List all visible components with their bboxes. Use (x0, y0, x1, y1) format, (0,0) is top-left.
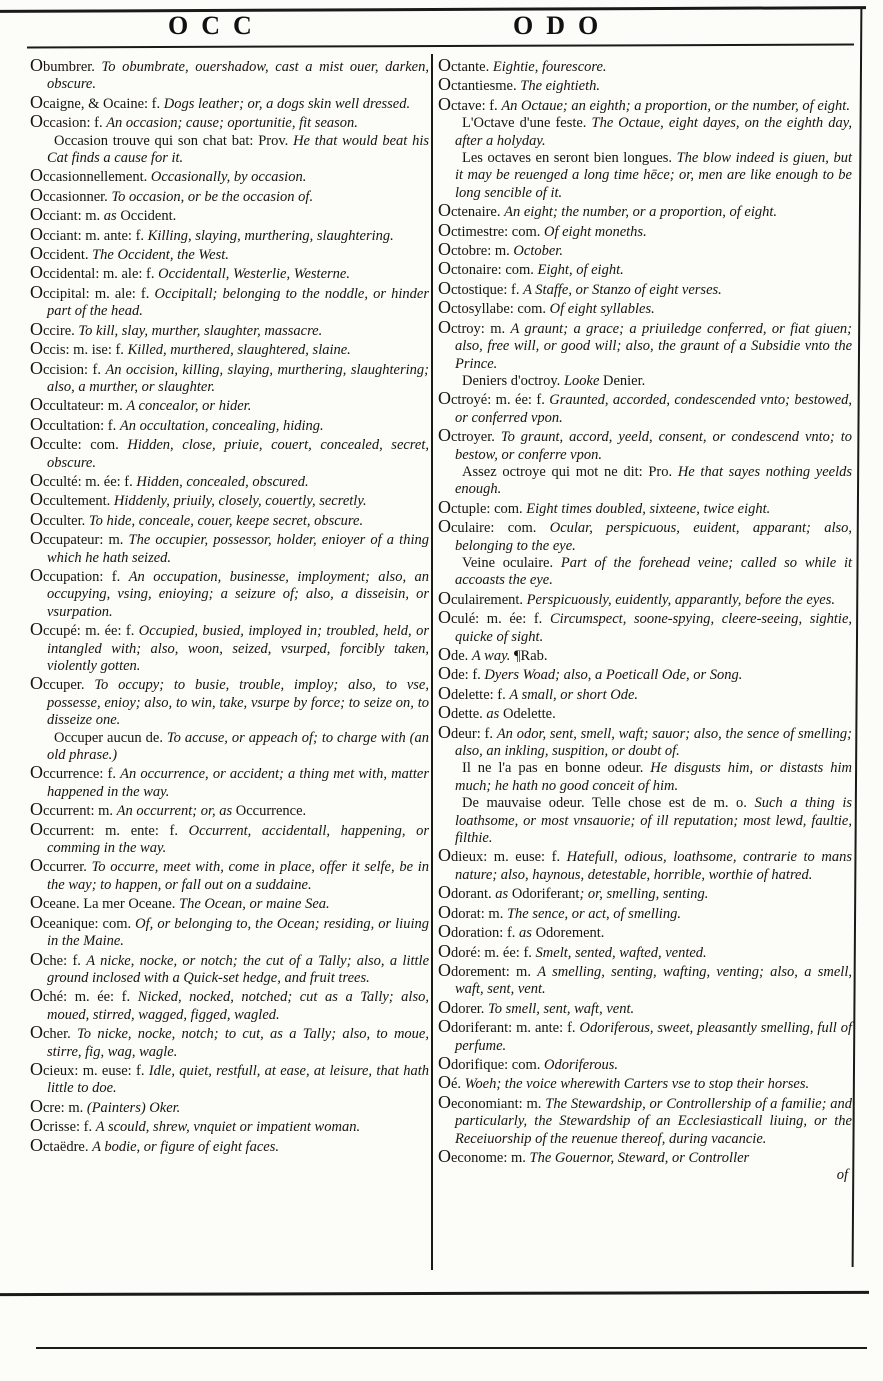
dictionary-entry (438, 901, 852, 923)
roman-text: Odorat: m. (438, 901, 507, 922)
dictionary-entry (438, 518, 852, 555)
gloss-text: A bodie, or figure of eight faces. (92, 1138, 279, 1155)
catchword: of (836, 1167, 848, 1184)
roman-text: Occuper aucun de. (54, 729, 167, 746)
dictionary-entry (438, 219, 852, 241)
dictionary-entry (438, 76, 852, 95)
gloss-text: To accuse, or appeach of; to charge with (an old phrase.) (47, 729, 429, 764)
roman-text: Oché: m. ée: f. (30, 985, 138, 1006)
gloss-text: He disgusts him, or distasts him much; he hath no good conceit of him. (455, 760, 852, 794)
roman-text: Occuper. (30, 673, 95, 694)
roman-text: De mauvaise odeur. Telle chose est de m. o. (462, 795, 755, 812)
dictionary-entry (30, 491, 429, 510)
gloss-text: He that would beat his Cat finds a cause for it. (47, 132, 429, 167)
column-divider-rule (431, 54, 433, 1270)
gloss-text: Odoriferous. (544, 1056, 618, 1073)
roman-text: Occident. (30, 243, 93, 264)
gloss-text: Occipitall; belonging to the noddle, or hinder part of the head. (47, 285, 429, 320)
gloss-text: To hide, conceale, couer, keepe secret, obscure. (88, 512, 364, 529)
gloss-text: Hiddenly, priuily, closely, couertly, secretly. (113, 493, 367, 510)
dictionary-subentry (438, 795, 852, 847)
gloss-text: He that sayes nothing yeelds enough. (455, 463, 852, 498)
dictionary-entry (438, 1018, 852, 1055)
gloss-text: Looke (563, 372, 603, 389)
dictionary-entry (30, 264, 429, 283)
dictionary-entry (30, 413, 429, 435)
roman-text: Odoré: m. ée: f. (438, 940, 536, 961)
gloss-text: Part of the forehead veine; called so while it accoasts the eye. (455, 554, 852, 589)
dictionary-entry (30, 435, 429, 472)
roman-text: Occurrence: f. (30, 762, 121, 783)
roman-text: Occultateur: m. (30, 394, 127, 415)
roman-text: Octante. (438, 55, 493, 75)
gloss-text: Dyers Woad; also, a Poeticall Ode, or Song. (484, 667, 743, 684)
roman-text: Occipital: m. ale: f. (30, 281, 155, 302)
dictionary-entry (438, 721, 853, 761)
gloss-text: The Stewardship, or Controllership of a familie; and particularly, the Stewardship of an Ecclesiasticall liuing, or the Receiuorship of the reuenue thereof, during vacancie. (455, 1095, 853, 1147)
right-column (438, 57, 852, 1185)
gloss-text: A nicke, nocke, or notch; the cut of a Tally; also, a little ground inclosed with a Quick-set hedge, and fruit trees. (47, 952, 430, 986)
roman-text: Odieux: m. euse: f. (438, 845, 567, 866)
gloss-text: Eight, of eight. (537, 262, 624, 279)
roman-text: Octave: f. (438, 93, 502, 114)
dictionary-entry (438, 609, 852, 646)
dictionary-entry (30, 469, 429, 491)
gloss-text: The Ocean, or maine Sea. (179, 896, 330, 913)
roman-text: Octobre: m. (438, 239, 514, 260)
gloss-text: as (495, 886, 512, 903)
dictionary-entry (438, 57, 852, 76)
left-column (30, 57, 429, 1156)
dictionary-subentry (438, 373, 852, 390)
dictionary-entry (30, 764, 429, 801)
gloss-text: ; or, smelling, senting. (579, 886, 709, 903)
roman-text: Obumbrer. (30, 55, 102, 75)
gloss-text: To obumbrate, ouershadow, cast a mist ouer, darken, obscure. (47, 59, 429, 93)
roman-text: Ocre: m. (30, 1095, 87, 1116)
dictionary-subentry (30, 133, 429, 168)
gloss-text: Idle, quiet, restfull, at ease, at leisure, that hath little to doe. (47, 1062, 429, 1097)
dictionary-entry (438, 241, 852, 260)
dictionary-subentry (438, 555, 852, 590)
roman-text: Oche: f. (30, 948, 87, 969)
gloss-text: An occurrence, or accident; a thing met with, matter happened in the way. (47, 766, 429, 800)
dictionary-entry (438, 299, 852, 318)
gloss-text: The sence, or act, of smelling. (506, 905, 681, 922)
gloss-text: An occision, killing, slaying, murthering, slaughtering; also, a murther, or slaughter. (47, 361, 429, 395)
dictionary-entry (30, 1095, 429, 1117)
gloss-text: An odor, sent, smell, waft; sauor; also, the sence of smelling; also, an inkling, suspition, or doubt of. (455, 725, 853, 760)
gloss-text: To nicke, nocke, notch; to cut, as a Tally; also, to moue, stirre, fig, wag, wagle. (47, 1026, 429, 1060)
dictionary-entry (438, 496, 852, 518)
dictionary-entry (438, 704, 852, 723)
roman-text: Odoration: f. (438, 921, 520, 942)
gloss-text: The Octaue, eight dayes, on the eighth day, after a holyday. (455, 115, 852, 149)
dictionary-entry (30, 911, 429, 951)
roman-text: Oculé: m. ée: f. (438, 607, 550, 628)
gloss-text: A Staffe, or Stanzo of eight verses. (523, 281, 722, 298)
dictionary-entry (30, 987, 429, 1024)
roman-text: Octroyer. (438, 425, 501, 446)
gloss-text: Circumspect, soone-spying, cleere-seeing, sightie, quicke of sight. (455, 611, 853, 645)
roman-text: Octaëdre. (30, 1134, 93, 1155)
gloss-text: The blow indeed is giuen, but it may be reuenged a long time hēce; or, men are like enough to be long sencible of it. (455, 150, 853, 201)
dictionary-entry (438, 93, 852, 115)
roman-text: Occasionnellement. (30, 165, 151, 186)
roman-text: Occulter. (30, 508, 89, 529)
dictionary-subentry (438, 150, 852, 202)
dictionary-entry (30, 801, 429, 820)
roman-text: Odeur: f. (438, 721, 497, 742)
roman-text: Occulté: m. ée: f. (30, 469, 137, 490)
top-border-rule (0, 6, 866, 13)
gloss-text: Occasionally, by occasion. (150, 169, 307, 186)
dictionary-entry (438, 847, 852, 884)
dictionary-entry (438, 202, 852, 221)
gloss-text: Graunted, accorded, condescended vnto; bestowed, or conferred vpon. (455, 392, 852, 426)
gloss-text: Of eight moneths. (544, 223, 647, 240)
gloss-text: The Occident, the West. (92, 247, 229, 264)
dictionary-entry (30, 223, 429, 245)
dictionary-entry (30, 1134, 429, 1156)
roman-text: Oeconomiant: m. (438, 1091, 546, 1112)
roman-text: Oculairement. (438, 587, 527, 608)
roman-text: Octenaire. (438, 200, 505, 221)
roman-text: Assez octroye qui mot ne dit: Pro. (462, 463, 678, 480)
dictionary-subentry (438, 760, 852, 795)
gloss-text: as (486, 706, 503, 723)
gloss-text: A concealor, or hider. (126, 398, 252, 415)
page-header-left: OCC (168, 11, 265, 40)
gloss-text: To kill, slay, murther, slaughter, massacre. (78, 322, 323, 339)
gloss-text: The Gouernor, Steward, or Controller (529, 1149, 750, 1166)
right-column-entries (438, 57, 852, 1167)
gloss-text: Hatefull, odious, loathsome, contrarie to mans nature; also, haynous, detestable, horrible, worthie of hatred. (455, 849, 852, 883)
dictionary-entry (438, 665, 852, 684)
gloss-text: An occasion; cause; oportunitie, fit season. (106, 115, 358, 132)
roman-text: Odelette. (502, 706, 556, 723)
gloss-text: Smelt, sented, wafted, vented. (535, 944, 707, 961)
roman-text: Octroy: m. (438, 316, 511, 337)
header-underline-rule (27, 44, 854, 49)
dictionary-entry (438, 959, 852, 999)
gloss-text: A scould, shrew, vnquiet or impatient woman. (95, 1119, 361, 1136)
roman-text: Occiant: m. ante: f. (30, 223, 148, 244)
gloss-text: Odoriferous, sweet, pleasantly smelling, full of perfume. (455, 1020, 852, 1054)
roman-text: Odorement. (535, 925, 605, 942)
dictionary-entry (30, 894, 429, 913)
dictionary-entry (30, 167, 429, 186)
gloss-text: An Octaue; an eighth; a proportion, or the number, of eight. (501, 97, 850, 114)
roman-text: Octroyé: m. ée: f. (438, 388, 550, 409)
roman-text: Occupé: m. ée: f. (30, 619, 139, 640)
dictionary-entry (30, 857, 429, 894)
roman-text: Occultement. (30, 489, 114, 510)
roman-text: Octosyllabe: com. (438, 297, 550, 318)
gloss-text: as (519, 925, 536, 942)
dictionary-entry (30, 621, 429, 675)
roman-text: Octostique: f. (438, 277, 524, 298)
roman-text: Ocieux: m. euse: f. (30, 1058, 149, 1079)
dictionary-entry (30, 818, 429, 858)
dictionary-entry (30, 245, 429, 264)
gloss-text: The eightieth. (520, 78, 600, 95)
dictionary-entry (30, 184, 429, 206)
gloss-text: To graunt, accord, yeeld, consent, or condescend vnto; to bestow, or conferre vpon. (455, 429, 852, 463)
roman-text: Oé. (438, 1072, 465, 1093)
left-column-entries (30, 57, 429, 1156)
roman-text: Occurrent: m. ente: f. (30, 818, 189, 839)
gloss-text: A graunt; a grace; a priuiledge conferred, or fiat giuen; also, free will, or good will; also, the graunt of a Subsidie vnto the Prince. (455, 320, 852, 372)
gloss-text: as (103, 208, 121, 225)
roman-text: Occasionner. (30, 184, 112, 205)
page-header-right: ODO (513, 11, 612, 40)
dictionary-subentry (30, 730, 429, 765)
roman-text: Veine oculaire. (462, 554, 561, 571)
gloss-text: To occupy; to busie, trouble, imploy; also, to vse, possesse, enioy; also, to win, take, vsurpe by force; to seize on, to disseize one. (47, 677, 429, 729)
dictionary-entry (438, 1145, 852, 1167)
gloss-text: A way. (471, 648, 514, 664)
roman-text: Odorer. (438, 996, 489, 1017)
roman-text: Occis: m. ise: f. (30, 338, 128, 359)
dictionary-entry (438, 427, 852, 464)
gloss-text: Killed, murthered, slaughtered, slaine. (127, 342, 351, 359)
roman-text: Oceane. La mer Oceane. (30, 892, 180, 913)
roman-text: Occupation: f. (30, 564, 129, 585)
roman-text: Octonaire: com. (438, 258, 538, 279)
dictionary-entry (438, 316, 852, 373)
gloss-text: An eight; the number, or a proportion, of eight. (504, 204, 778, 221)
gloss-text: (Painters) Oker. (86, 1099, 181, 1116)
gloss-text: To occasion, or be the occasion of. (111, 188, 314, 205)
roman-text: Ocaigne, & Ocaine: f. (30, 91, 164, 112)
roman-text: Ode: f. (438, 663, 485, 684)
bottom-rule-lower (36, 1347, 867, 1349)
dictionary-entry (30, 357, 429, 397)
gloss-text: Occupied, busied, imployed in; troubled, held, or intangled with; also, woon, seized, vsurped, forcibly taken, violently gotten. (47, 623, 429, 674)
gloss-text: Eight times doubled, sixteene, twice eight. (526, 500, 771, 517)
dictionary-entry (30, 340, 429, 359)
roman-text: Occision: f. (30, 357, 106, 378)
dictionary-entry (30, 57, 429, 94)
roman-text: Odelette: f. (438, 682, 510, 703)
roman-text: Il ne l'a pas en bonne odeur. (462, 760, 651, 777)
gloss-text: Nicked, nocked, notched; cut as a Tally; also, moued, stirred, wagged, figged, wagled. (47, 989, 429, 1023)
dictionary-entry (30, 948, 430, 988)
roman-text: Les octaves en seront bien longues. (462, 150, 677, 167)
dictionary-entry (30, 1117, 429, 1136)
gloss-text: A small, or short Ode. (509, 686, 639, 703)
roman-text: Ocrisse: f. (30, 1115, 96, 1136)
dictionary-entry (30, 564, 429, 621)
gloss-text: Perspicuously, euidently, apparantly, before the eyes. (526, 591, 835, 608)
gloss-text: Occurrent, accidentall, happening, or comming in the way. (47, 822, 429, 857)
roman-text: Oeconome: m. (438, 1145, 530, 1166)
dictionary-entry (30, 91, 429, 113)
dictionary-entry (438, 1091, 853, 1148)
roman-text: Denier. (603, 372, 646, 389)
roman-text: Occurrence. (235, 803, 307, 820)
right-border-rule (852, 9, 863, 1267)
dictionary-subentry (438, 115, 852, 150)
roman-text: Ocher. (30, 1022, 78, 1043)
roman-text: Ode. (438, 644, 472, 664)
roman-text: Odette. (438, 702, 487, 723)
dictionary-entry (438, 587, 852, 609)
roman-text: Oceanique: com. (30, 911, 136, 932)
roman-text: Occupateur: m. (30, 528, 129, 549)
roman-text: Odorifique: com. (438, 1052, 545, 1073)
dictionary-entry (30, 1058, 429, 1098)
dictionary-entry (30, 530, 429, 567)
gloss-text: An occultation, concealing, hiding. (119, 417, 324, 434)
roman-text: Occiant: m. (30, 204, 104, 225)
dictionary-entry (438, 260, 852, 279)
gloss-text: Of eight syllables. (549, 301, 655, 318)
roman-text: Occurrer. (30, 855, 92, 876)
dictionary-entry (30, 318, 429, 340)
gloss-text: To occurre, meet with, come in place, offer it selfe, be in the way; to happen, or fall out on a suddaine. (47, 859, 429, 893)
gloss-text: Eightie, fourescore. (492, 59, 607, 75)
gloss-text: An occupation, businesse, imployment; also, an occupying, vsing, enioying; a seizure of; also, a disseisin, or vsurpation. (47, 568, 429, 620)
roman-text: Octuple: com. (438, 496, 527, 517)
roman-text: Octimestre: com. (438, 219, 544, 240)
roman-text: Occasion trouve qui son chat bat: Prov. (54, 132, 294, 149)
gloss-text: Ocular, perspicuous, euident, apparant; also, belonging to the eye. (455, 520, 852, 554)
dictionary-entry (30, 281, 429, 321)
dictionary-entry (438, 682, 852, 704)
roman-text: L'Octave d'une feste. (462, 115, 592, 132)
gloss-text: October. (513, 243, 563, 260)
gloss-text: The occupier, possessor, holder, enioyer of a thing which he hath seized. (47, 532, 429, 566)
gloss-text: Occidentall, Westerlie, Westerne. (158, 266, 350, 283)
roman-text: Odorement: m. (438, 959, 538, 980)
roman-text: Occurrent: m. (30, 799, 117, 820)
dictionary-entry (438, 1074, 852, 1093)
dictionary-entry (438, 646, 852, 665)
dictionary-entry (438, 277, 852, 299)
gloss-text: Hidden, concealed, obscured. (136, 473, 309, 490)
roman-text: Occidental: m. ale: f. (30, 262, 159, 283)
roman-text: Occident. (120, 208, 177, 225)
dictionary-entry (30, 113, 429, 132)
dictionary-entry (30, 1024, 429, 1061)
gloss-text: Hidden, close, priuie, couert, concealed, secret, obscure. (47, 437, 430, 471)
roman-text: Odoriferant (511, 886, 580, 903)
roman-text: Deniers d'octroy. (462, 372, 564, 389)
dictionary-entry (30, 206, 429, 225)
dictionary-entry (438, 923, 852, 942)
roman-text: ¶Rab. (513, 648, 548, 664)
roman-text: Occire. (30, 318, 79, 339)
roman-text: Occasion: f. (30, 111, 107, 132)
dictionary-entry (30, 508, 429, 530)
roman-text: Odorant. (438, 882, 496, 903)
dictionary-entry (438, 996, 852, 1018)
gloss-text: An occurrent; or, as (116, 803, 236, 820)
dictionary-entry (30, 675, 429, 729)
roman-text: Octantiesme. (438, 74, 521, 95)
dictionary-subentry (438, 464, 852, 499)
roman-text: Occultation: f. (30, 413, 120, 434)
roman-text: Oculaire: com. (438, 516, 550, 537)
dictionary-entry (438, 1052, 852, 1074)
dictionary-entry (438, 940, 852, 962)
dictionary-entry (438, 390, 852, 427)
gloss-text: Of, or belonging to, the Ocean; residing, or liuing in the Maine. (47, 915, 429, 950)
gloss-text: Dogs leather; or, a dogs skin well dressed. (163, 95, 411, 112)
gloss-text: Killing, slaying, murthering, slaughtering. (147, 227, 394, 244)
roman-text: Odoriferant: m. ante: f. (438, 1016, 580, 1037)
roman-text: Occulte: com. (30, 433, 128, 454)
bottom-rule-upper (0, 1291, 869, 1296)
gloss-text: Such a thing is loathsome, or most vnsauorie; of ill reputation; most lewd, faultie, filthie. (455, 795, 852, 847)
dictionary-entry (30, 396, 429, 415)
gloss-text: To smell, sent, waft, vent. (488, 1000, 635, 1017)
gloss-text: Woeh; the voice wherewith Carters vse to stop their horses. (464, 1076, 810, 1093)
dictionary-entry (438, 884, 852, 903)
gloss-text: A smelling, senting, wafting, venting; also, a smell, waft, sent, vent. (455, 963, 852, 998)
